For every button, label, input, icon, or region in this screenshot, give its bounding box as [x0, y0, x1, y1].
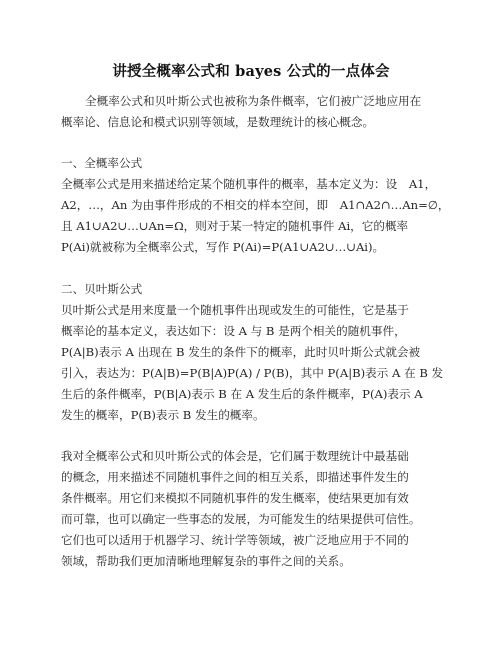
section-2-line: 引入，表达为：P(A|B)=P(B|A)P(A) / P(B)，其中 P(A|B)表示 A 在 B 发: [61, 366, 444, 380]
document-title: 讲授全概率公式和 bayes 公式的一点体会: [112, 63, 390, 80]
conclusion-line: 我对全概率公式和贝叶斯公式的体会是，它们属于数理统计中最基础: [61, 449, 409, 463]
section-2-heading: 二、贝叶斯公式: [61, 282, 143, 296]
section-1-line: 全概率公式是用来描述给定某个随机事件的概率，基本定义为：设 A1，: [61, 177, 437, 191]
section-2-line: 发生的概率，P(B)表示 B 发生的概率。: [61, 408, 265, 422]
conclusion-line: 领域，帮助我们更加清晰地理解复杂的事件之间的关系。: [61, 554, 351, 568]
intro-line: 全概率公式和贝叶斯公式也被称为条件概率，它们被广泛地应用在: [85, 94, 422, 108]
section-1-heading: 一、全概率公式: [61, 156, 143, 170]
conclusion-line: 条件概率。用它们来模拟不同随机事件的发生概率，使结果更加有效: [61, 491, 409, 505]
section-2-line: 贝叶斯公式是用来度量一个随机事件出现或发生的可能性，它是基于: [61, 303, 409, 317]
section-1-line: P(Ai)就被称为全概率公式，写作 P(Ai)=P(A1∪A2∪…∪Ai)。: [61, 240, 385, 254]
conclusion-line: 它们也可以适用于机器学习、统计学等领域，被广泛地应用于不同的: [61, 533, 409, 547]
intro-line: 概率论、信息论和模式识别等领域，是数理统计的核心概念。: [61, 115, 375, 129]
section-2-line: 概率论的基本定义，表达如下：设 A 与 B 是两个相关的随机事件，: [61, 324, 406, 338]
conclusion-line: 的概念，用来描述不同随机事件之间的相互关系，即描述事件发生的: [61, 470, 409, 484]
section-1-line: A2，…，An 为由事件形成的不相交的样本空间，即 A1∩A2∩…An=∅，: [61, 198, 450, 212]
conclusion-line: 而可靠，也可以确定一些事态的发展，为可能发生的结果提供可信性。: [61, 512, 421, 526]
section-2-line: P(A|B)表示 A 出现在 B 发生的条件下的概率，此时贝叶斯公式就会被: [61, 345, 421, 359]
section-2-line: 生后的条件概率，P(B|A)表示 B 在 A 发生后的条件概率，P(A)表示 A: [61, 387, 423, 401]
section-1-line: 且 A1∪A2∪…∪An=Ω，则对于某一特定的随机事件 Ai，它的概率: [61, 219, 409, 233]
